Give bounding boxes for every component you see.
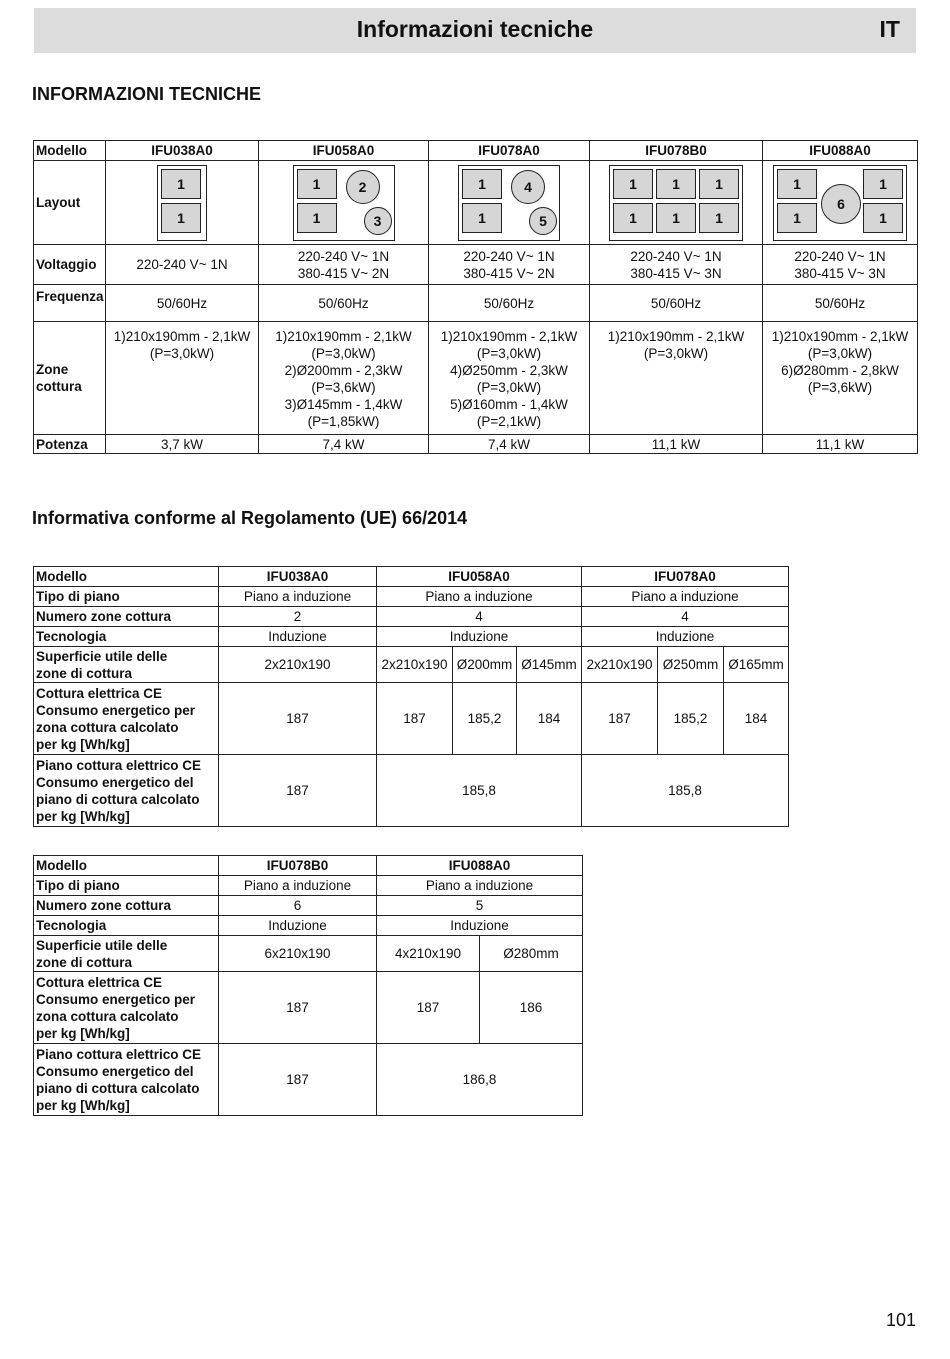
regulation-table-1 — [33, 566, 789, 827]
frequency-cell: 50/60Hz — [429, 285, 590, 322]
cooking-zone: 1 — [161, 203, 201, 233]
cooking-zone-round: 2 — [346, 170, 380, 204]
cooking-zone: 1 — [777, 169, 817, 199]
table-row — [34, 322, 918, 435]
section-title-regulation: Informativa conforme al Regolamento (UE) 66/2014 — [32, 508, 468, 528]
table-row — [34, 161, 918, 245]
hob-layout-diagram — [609, 165, 743, 241]
power-cell: 11,1 kW — [590, 435, 763, 454]
cooking-zone-round: 6 — [821, 184, 861, 224]
page-number: 101 — [885, 1310, 916, 1330]
section-title-technical: INFORMAZIONI TECNICHE — [32, 84, 261, 104]
cooking-zone: 1 — [777, 203, 817, 233]
hob-layout-diagram — [773, 165, 907, 241]
cooking-zone: 1 — [863, 169, 903, 199]
cooking-zone: 1 — [699, 169, 739, 199]
cooking-zone: 1 — [656, 203, 696, 233]
table-row: Tecnologia Induzione Induzione Induzione — [34, 627, 789, 647]
model-name: IFU088A0 — [377, 856, 583, 876]
voltage-cell: 220-240 V~ 1N — [106, 245, 259, 285]
model-name: IFU038A0 — [219, 567, 377, 587]
voltage-cell: 220-240 V~ 1N 380-415 V~ 2N — [429, 245, 590, 285]
table-row — [34, 435, 918, 454]
frequency-cell: 50/60Hz — [590, 285, 763, 322]
zones-cell: 1)210x190mm - 2,1kW (P=3,0kW) — [590, 322, 763, 435]
table-row: Numero zone cottura 2 4 4 — [34, 607, 789, 627]
table-row: Superficie utile delle zone di cottura 2x210x190 2x210x190 Ø200mm Ø145mm 2x210x190 Ø250mm Ø165mm — [34, 647, 789, 683]
cooking-zone: 1 — [161, 169, 201, 199]
power-cell: 3,7 kW — [106, 435, 259, 454]
page-title: Informazioni tecniche — [356, 16, 594, 42]
voltage-cell: 220-240 V~ 1N 380-415 V~ 2N — [259, 245, 429, 285]
frequency-cell: 50/60Hz — [763, 285, 918, 322]
hob-layout-diagram — [293, 165, 395, 241]
zones-cell: 1)210x190mm - 2,1kW (P=3,0kW) 4)Ø250mm - 2,3kW (P=3,0kW) 5)Ø160mm - 1,4kW (P=2,1kW) — [429, 322, 590, 435]
hob-layout-diagram — [458, 165, 560, 241]
language-code: IT — [879, 16, 900, 42]
row-label: Modello — [34, 141, 106, 161]
power-cell: 11,1 kW — [763, 435, 918, 454]
model-name: IFU058A0 — [377, 567, 582, 587]
cooking-zone: 1 — [656, 169, 696, 199]
table-row: Tipo di piano Piano a induzione Piano a induzione — [34, 876, 583, 896]
table-row: Modello IFU078B0 IFU088A0 — [34, 856, 583, 876]
table-row: Tipo di piano Piano a induzione Piano a induzione Piano a induzione — [34, 587, 789, 607]
model-name: IFU078A0 — [582, 567, 789, 587]
layout-cell — [106, 161, 259, 245]
page-header — [34, 8, 916, 53]
frequency-cell: 50/60Hz — [106, 285, 259, 322]
hob-layout-diagram — [157, 165, 207, 241]
cooking-zone: 1 — [613, 169, 653, 199]
model-name: IFU078B0 — [590, 141, 763, 161]
row-label: Layout — [34, 161, 106, 245]
zones-cell: 1)210x190mm - 2,1kW (P=3,0kW) — [106, 322, 259, 435]
zones-cell: 1)210x190mm - 2,1kW (P=3,0kW) 2)Ø200mm - 2,3kW (P=3,6kW) 3)Ø145mm - 1,4kW (P=1,85kW) — [259, 322, 429, 435]
model-name: IFU038A0 — [106, 141, 259, 161]
table-row: Superficie utile delle zone di cottura 6x210x190 4x210x190 Ø280mm — [34, 936, 583, 972]
layout-cell — [259, 161, 429, 245]
model-name: IFU058A0 — [259, 141, 429, 161]
layout-cell — [429, 161, 590, 245]
power-cell: 7,4 kW — [259, 435, 429, 454]
model-name: IFU088A0 — [763, 141, 918, 161]
layout-cell — [590, 161, 763, 245]
row-label: Zone cottura — [34, 322, 106, 435]
regulation-table-2 — [33, 855, 583, 1116]
cooking-zone: 1 — [462, 203, 502, 233]
table-row — [34, 245, 918, 285]
technical-table — [33, 140, 918, 454]
zones-cell: 1)210x190mm - 2,1kW (P=3,0kW) 6)Ø280mm - 2,8kW (P=3,6kW) — [763, 322, 918, 435]
row-label: Voltaggio — [34, 245, 106, 285]
model-name: IFU078B0 — [219, 856, 377, 876]
cooking-zone: 1 — [699, 203, 739, 233]
cooking-zone-round: 3 — [364, 207, 392, 235]
table-row: Numero zone cottura 6 5 — [34, 896, 583, 916]
table-row: Cottura elettrica CE Consumo energetico per zona cottura calcolato per kg [Wh/kg] 187 187 186 — [34, 972, 583, 1044]
cooking-zone: 1 — [297, 169, 337, 199]
cooking-zone-round: 4 — [511, 170, 545, 204]
table-row: Modello IFU038A0 IFU058A0 IFU078A0 — [34, 567, 789, 587]
cooking-zone-round: 5 — [529, 207, 557, 235]
cooking-zone: 1 — [462, 169, 502, 199]
row-label: Frequenza — [34, 285, 106, 322]
voltage-cell: 220-240 V~ 1N 380-415 V~ 3N — [590, 245, 763, 285]
layout-cell — [763, 161, 918, 245]
row-label: Potenza — [34, 435, 106, 454]
voltage-cell: 220-240 V~ 1N 380-415 V~ 3N — [763, 245, 918, 285]
table-row: Piano cottura elettrico CE Consumo energetico del piano di cottura calcolato per kg [Wh/kg] 187 185,8 185,8 — [34, 755, 789, 827]
cooking-zone: 1 — [297, 203, 337, 233]
table-row — [34, 141, 918, 161]
table-row: Tecnologia Induzione Induzione — [34, 916, 583, 936]
model-name: IFU078A0 — [429, 141, 590, 161]
table-row: Cottura elettrica CE Consumo energetico per zona cottura calcolato per kg [Wh/kg] 187 187 185,2 184 187 185,2 184 — [34, 683, 789, 755]
table-row — [34, 285, 918, 322]
cooking-zone: 1 — [613, 203, 653, 233]
frequency-cell: 50/60Hz — [259, 285, 429, 322]
power-cell: 7,4 kW — [429, 435, 590, 454]
table-row: Piano cottura elettrico CE Consumo energetico del piano di cottura calcolato per kg [Wh/kg] 187 186,8 — [34, 1044, 583, 1116]
cooking-zone: 1 — [863, 203, 903, 233]
